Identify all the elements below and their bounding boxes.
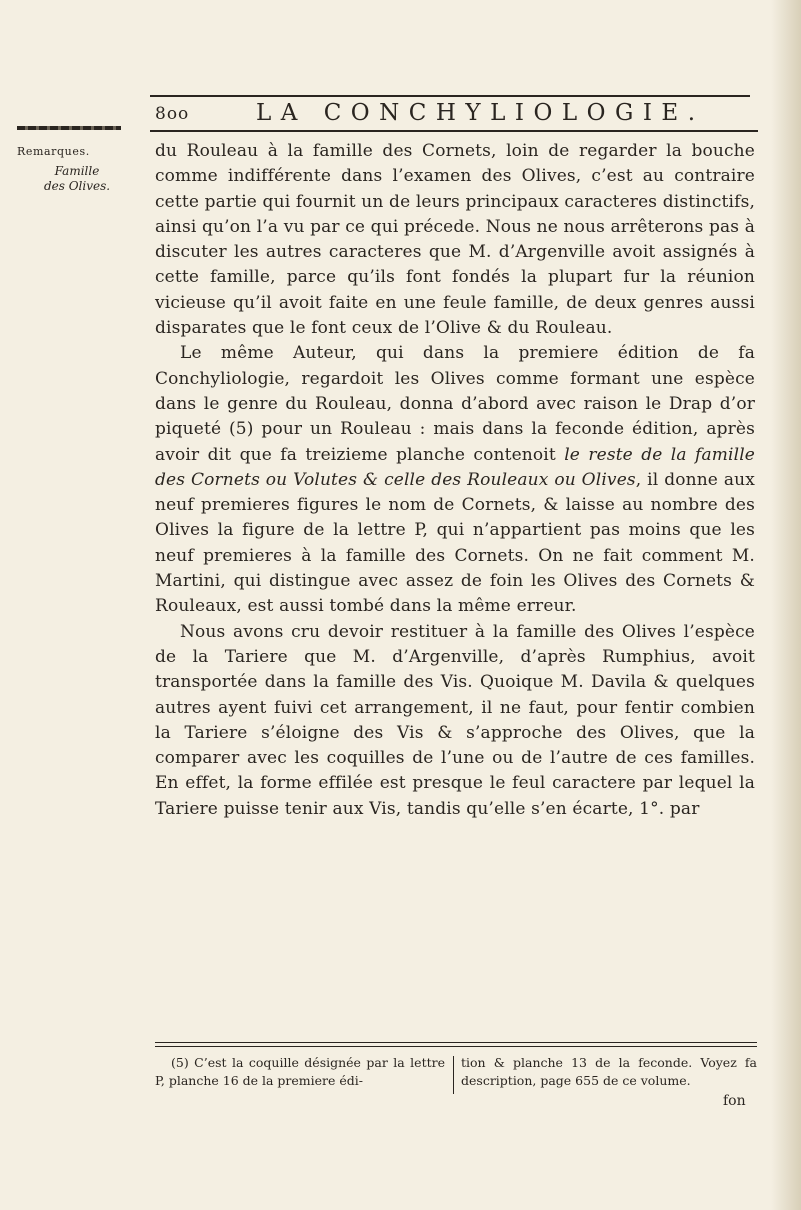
margin-rule [17, 126, 121, 130]
top-rule [150, 95, 750, 97]
footnote-rule [155, 1042, 757, 1047]
body-text [155, 139, 755, 822]
page-header [0, 0, 801, 130]
margin-note-famille-line2: des Olives. [43, 179, 111, 193]
footnote-left-text: (5) C’est la coquille désignée par la lettre P, planche 16 de la premiere édi- [155, 1055, 445, 1088]
catchword: fon [723, 1093, 746, 1109]
paragraph-2-text-b: , il donne aux neuf premieres figures le nom de Cornets, & laisse au nombre des Olives la figure de la lettre P, qui n’appartient pas moins que les neuf premieres à la famille des Cornets. On ne fait comment M. Martini, qui distingue avec assez de foin les Olives des Cornets & Rouleaux, est aussi tombé dans la même erreur. [155, 469, 755, 617]
footnote-left-column [155, 1054, 445, 1090]
footnotes [155, 1054, 757, 1114]
page-number: 8oo [155, 104, 190, 124]
page-edge-shadow [771, 0, 801, 1210]
paragraph-2-italic: le reste de la famille des Cornets ou Volutes & celle des Rouleaux ou Olives [155, 444, 755, 490]
footnote-column-divider [453, 1056, 454, 1094]
paragraph-3: Nous avons cru devoir restituer à la famille des Olives l’espèce de la Tariere que M. d’Argenville, d’après Rumphius, avoit transportée dans la famille des Vis. Quoique M. Davila & quelques autres ayent fuivi cet arrangement, il ne faut, pour fentir combien la Tariere s’éloigne des Vis & s’approche des Olives, que la comparer avec les coquilles de l’une ou de l’autre de ces familles. En effet, la forme effilée est presque le feul caractere par lequel la Tariere puisse tenir aux Vis, tandis qu’elle s’en écarte, 1°. par [155, 621, 755, 819]
footnote-right-column: tion & planche 13 de la feconde. Voyez fa description, page 655 de ce volume. [461, 1055, 757, 1088]
margin-note-famille [17, 164, 137, 194]
paragraph-2 [155, 341, 755, 619]
margin-note-famille-line1: Famille [54, 164, 100, 178]
margin-note-remarques: Remarques. [17, 145, 90, 158]
paragraph-2-text-a: Le même Auteur, qui dans la premiere édition de fa Conchyliologie, regardoit les Olives comme formant une espèce dans le genre du Rouleau, donna d’abord avec raison le Drap d’or piqueté (5) pour un Rouleau : mais dans la feconde édition, après avoir dit que fa treizieme planche contenoit [155, 343, 755, 465]
running-title: LA CONCHYLIOLOGIE. [256, 100, 705, 126]
margin-notes [17, 145, 137, 194]
paragraph-1: du Rouleau à la famille des Cornets, loin de regarder la bouche comme indifférente dans l’examen des Olives, c’est au contraire cette partie qui fournit un de leurs principaux caracteres distinctifs, ainsi qu’on l’a vu par ce qui précede. Nous ne nous arrêterons pas à discuter les autres caracteres que M. d’Argenville avoit assignés à cette famille, parce qu’ils font fondés la plupart fur la réunion vicieuse qu’il avoit faite en une feule famille, de deux genres aussi disparates que le font ceux de l’Olive & du Rouleau. [155, 141, 755, 339]
header-rule [150, 130, 758, 132]
